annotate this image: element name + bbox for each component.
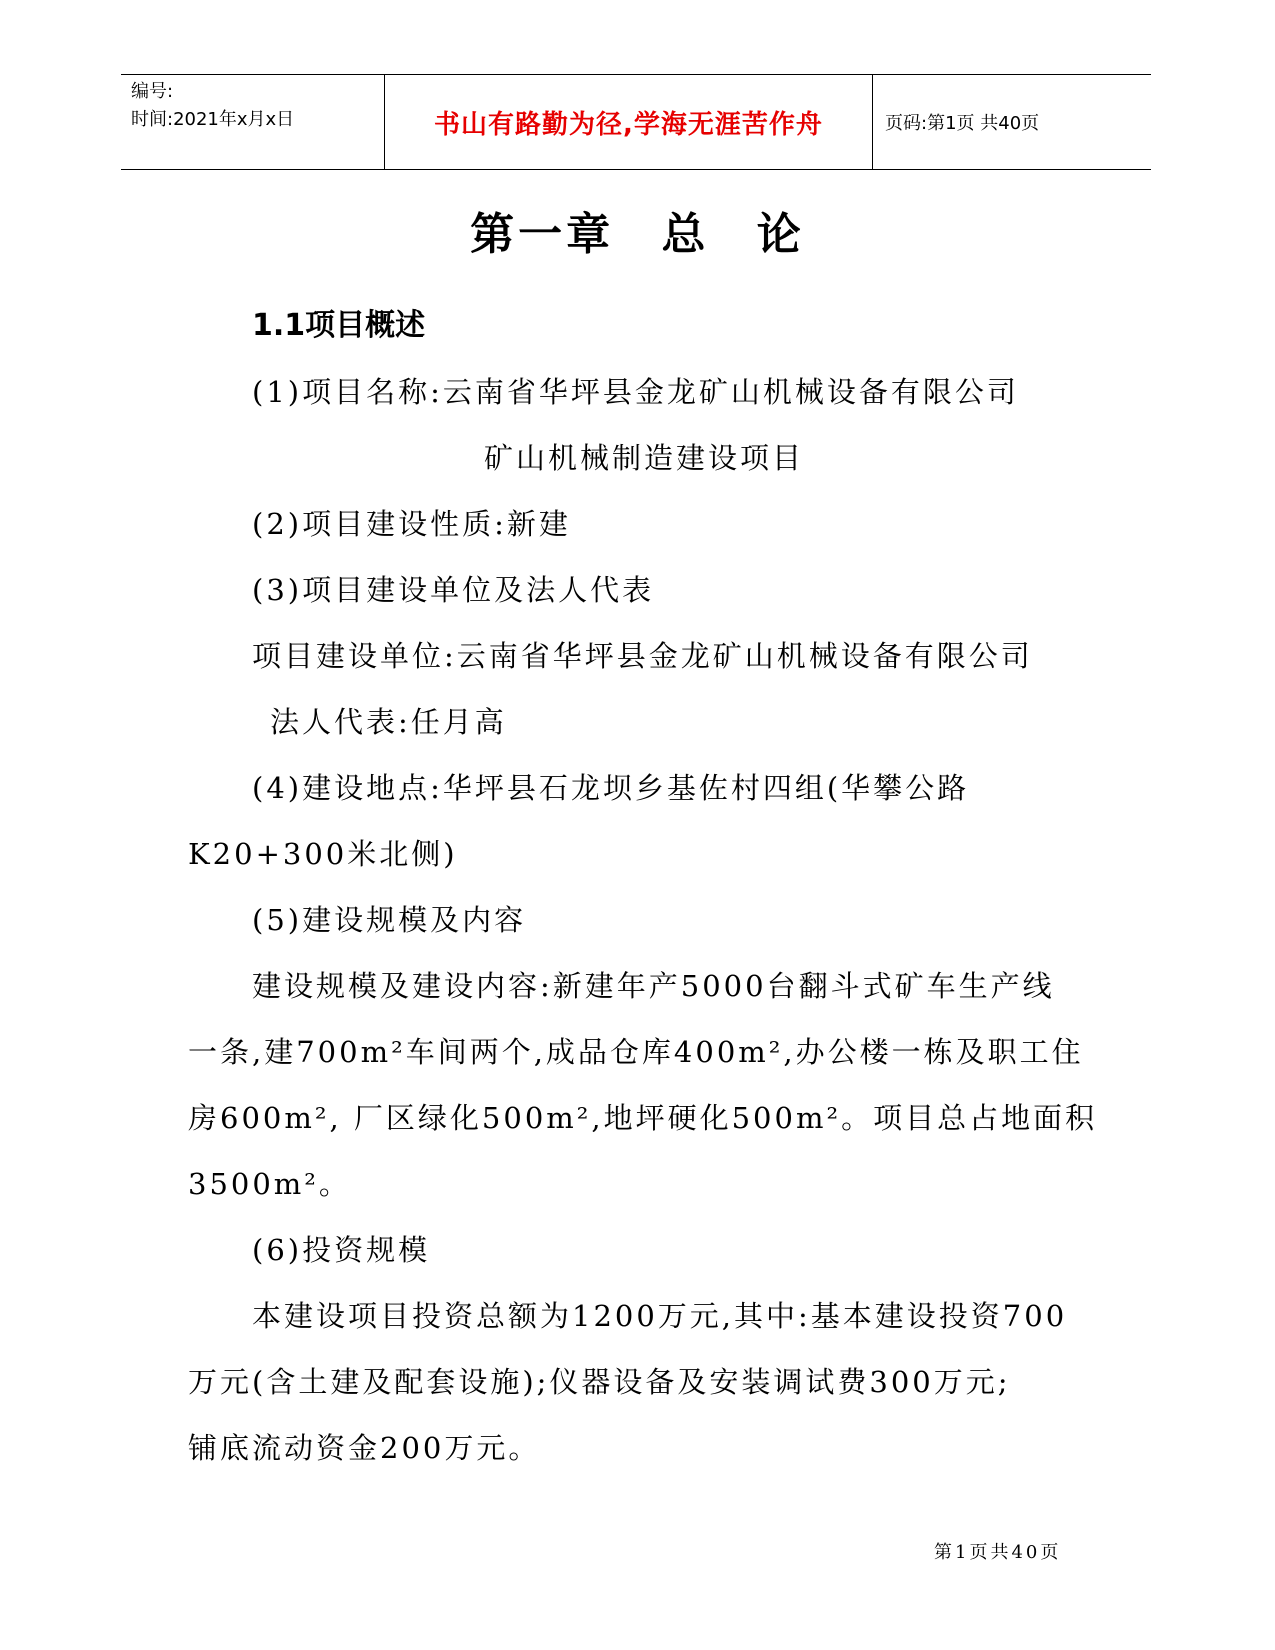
project-name-line: (1)项目名称:云南省华坪县金龙矿山机械设备有限公司	[252, 375, 1019, 409]
project-nature-line: (2)项目建设性质:新建	[252, 507, 571, 541]
legal-representative-line: 法人代表:任月高	[270, 705, 507, 739]
scale-heading: (5)建设规模及内容	[252, 903, 527, 937]
section-title: 1.1项目概述	[252, 308, 426, 343]
investment-line-2: 万元(含土建及配套设施);仪器设备及安装调试费300万元;	[188, 1365, 1011, 1399]
header-page-info: 页码:第1页 共40页	[885, 113, 1040, 134]
project-unit-heading: (3)项目建设单位及法人代表	[252, 573, 655, 607]
scale-content-line-2: 一条,建700m²车间两个,成品仓库400m²,办公楼一栋及职工住	[188, 1035, 1084, 1069]
document-time-label: 时间:2021年x月x日	[131, 109, 295, 130]
document-code-label: 编号:	[131, 81, 174, 102]
scale-content-line-1: 建设规模及建设内容:新建年产5000台翻斗式矿车生产线	[252, 969, 1055, 1003]
header-motto: 书山有路勤为径,学海无涯苦作舟	[434, 109, 823, 140]
header-table	[121, 74, 1151, 170]
chapter-title: 第一章 总 论	[470, 209, 805, 260]
header-page-cell	[873, 75, 1151, 169]
header-motto-cell	[385, 75, 873, 169]
header-meta-cell	[121, 75, 385, 169]
project-unit-line: 项目建设单位:云南省华坪县金龙矿山机械设备有限公司	[252, 639, 1033, 673]
project-name-continuation: 矿山机械制造建设项目	[484, 441, 805, 475]
page-footer: 第1页共40页	[934, 1542, 1062, 1563]
investment-line-3: 铺底流动资金200万元。	[188, 1431, 541, 1465]
scale-content-line-3: 房600m², 厂区绿化500m²,地坪硬化500m²。项目总占地面积	[188, 1101, 1098, 1135]
location-continuation: K20+300米北侧)	[188, 837, 458, 871]
investment-line-1: 本建设项目投资总额为1200万元,其中:基本建设投资700	[252, 1299, 1068, 1333]
location-line: (4)建设地点:华坪县石龙坝乡基佐村四组(华攀公路	[252, 771, 970, 805]
investment-heading: (6)投资规模	[252, 1233, 431, 1267]
scale-content-line-4: 3500m²。	[188, 1167, 351, 1201]
